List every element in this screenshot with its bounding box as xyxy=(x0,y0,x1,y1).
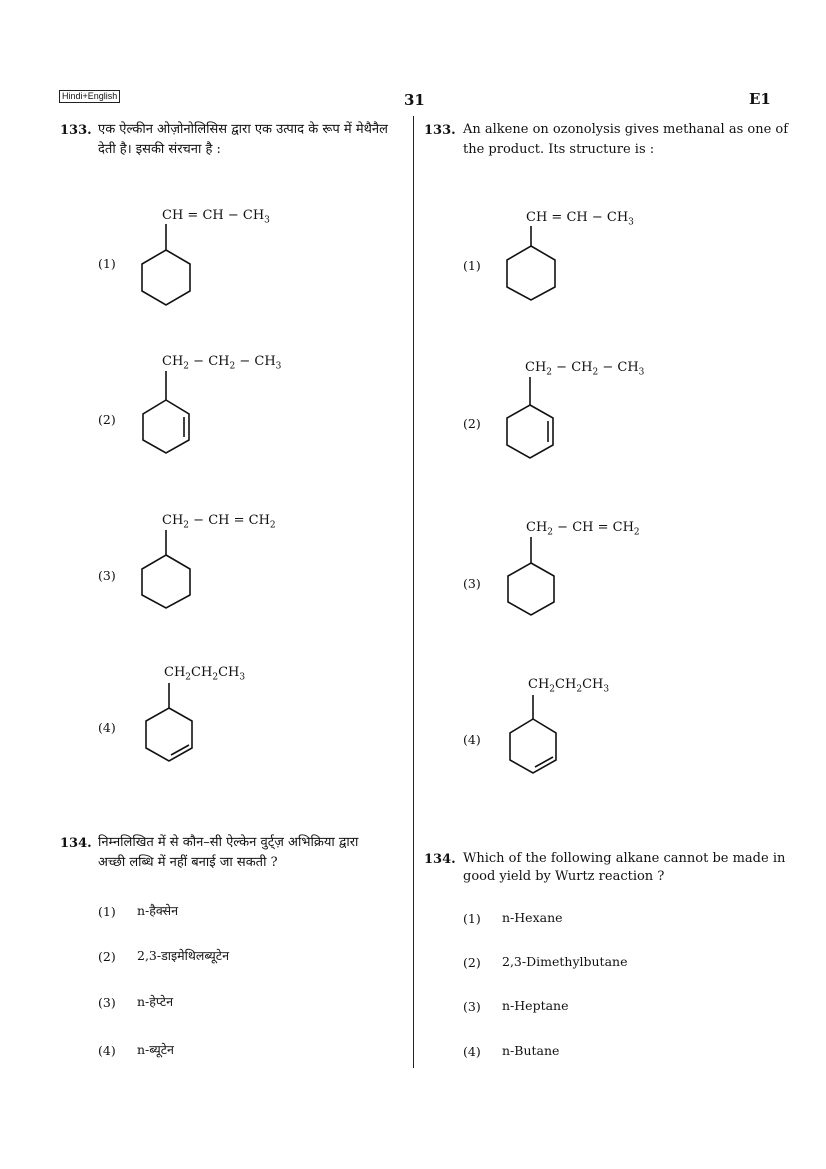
hindi-q133-option-4-substituent: $CH_2CH_2CH_3$ xyxy=(164,665,246,683)
hindi-q134-number: 134. xyxy=(60,836,92,851)
english-q133-option-1-label: (1) xyxy=(463,258,481,273)
set-code: E1 xyxy=(749,90,771,108)
hindi-q133-option-1-label: (1) xyxy=(98,256,116,271)
hindi-q134-option-4-label: (4) xyxy=(98,1043,116,1058)
hindi-q133-option-1-substituent: CH = CH − $CH_3$ xyxy=(162,208,270,226)
english-q133-text-line2: the product. Its structure is : xyxy=(463,142,655,157)
hindi-q133-option-4-label: (4) xyxy=(98,720,116,735)
hindi-q134-option-1-label: (1) xyxy=(98,904,116,919)
english-q133-number: 133. xyxy=(424,123,456,138)
english-q134-option-2-label: (2) xyxy=(463,955,481,970)
english-q134-text-line1: Which of the following alkane cannot be made in xyxy=(463,851,786,866)
hindi-q133-text-line1: एक ऐल्कीन ओज़ोनोलिसिस द्वारा एक उत्पाद के रूप में मेथैनैल xyxy=(98,122,388,137)
hindi-q133-option-3-substituent: $CH_2$ − CH = $CH_2$ xyxy=(162,513,276,531)
english-q134-option-1-label: (1) xyxy=(463,911,481,926)
english-q133-option-2-substituent: $CH_2 - CH_2 - CH_3$ xyxy=(525,360,645,378)
hindi-q134-option-3-text: n-हेप्टेन xyxy=(137,994,174,1009)
english-q133-option-4-substituent: $CH_2CH_2CH_3$ xyxy=(528,677,610,695)
hindi-q133-option-2-substituent: $CH_2 - CH_2 - CH_3$ xyxy=(162,354,282,372)
hindi-q134-option-3-label: (3) xyxy=(98,995,116,1010)
hindi-q134-option-2-text: 2,3-डाइमेथिलब्यूटेन xyxy=(137,948,230,963)
english-q134-option-3-label: (3) xyxy=(463,999,481,1014)
hindi-q133-option-2-label: (2) xyxy=(98,412,116,427)
language-tag: Hindi+English xyxy=(59,90,120,103)
page-number: 31 xyxy=(404,91,425,109)
english-q133-option-4-label: (4) xyxy=(463,732,481,747)
english-q134-text-line2: good yield by Wurtz reaction ? xyxy=(463,869,665,884)
hindi-q133-option-3-label: (3) xyxy=(98,568,116,583)
hindi-q134-option-4-text: n-ब्यूटेन xyxy=(137,1042,174,1057)
english-q134-option-1-text: n-Hexane xyxy=(502,910,563,925)
hindi-q134-text-line1: निम्नलिखित में से कौन–सी ऐल्केन वुर्ट्ज़ अभिक्रिया द्वारा xyxy=(98,835,359,850)
english-q133-option-2-label: (2) xyxy=(463,416,481,431)
english-q134-option-4-text: n-Butane xyxy=(502,1043,560,1058)
english-q134-option-3-text: n-Heptane xyxy=(502,998,569,1013)
english-q133-option-1-substituent: CH = CH − $CH_3$ xyxy=(526,210,634,228)
english-q134-number: 134. xyxy=(424,852,456,867)
english-q133-option-3-label: (3) xyxy=(463,576,481,591)
english-q134-option-4-label: (4) xyxy=(463,1044,481,1059)
hindi-q134-option-2-label: (2) xyxy=(98,949,116,964)
english-q133-option-3-substituent: $CH_2$ − CH = $CH_2$ xyxy=(526,520,640,538)
hindi-q134-option-1-text: n-हैक्सेन xyxy=(137,903,179,918)
english-q134-option-2-text: 2,3-Dimethylbutane xyxy=(502,954,628,969)
hindi-q133-number: 133. xyxy=(60,123,92,138)
english-q133-text-line1: An alkene on ozonolysis gives methanal as one of xyxy=(463,122,789,137)
hindi-q133-text-line2: देती है। इसकी संरचना है : xyxy=(98,142,221,157)
hindi-q134-text-line2: अच्छी लब्धि में नहीं बनाई जा सकती ? xyxy=(98,855,278,870)
